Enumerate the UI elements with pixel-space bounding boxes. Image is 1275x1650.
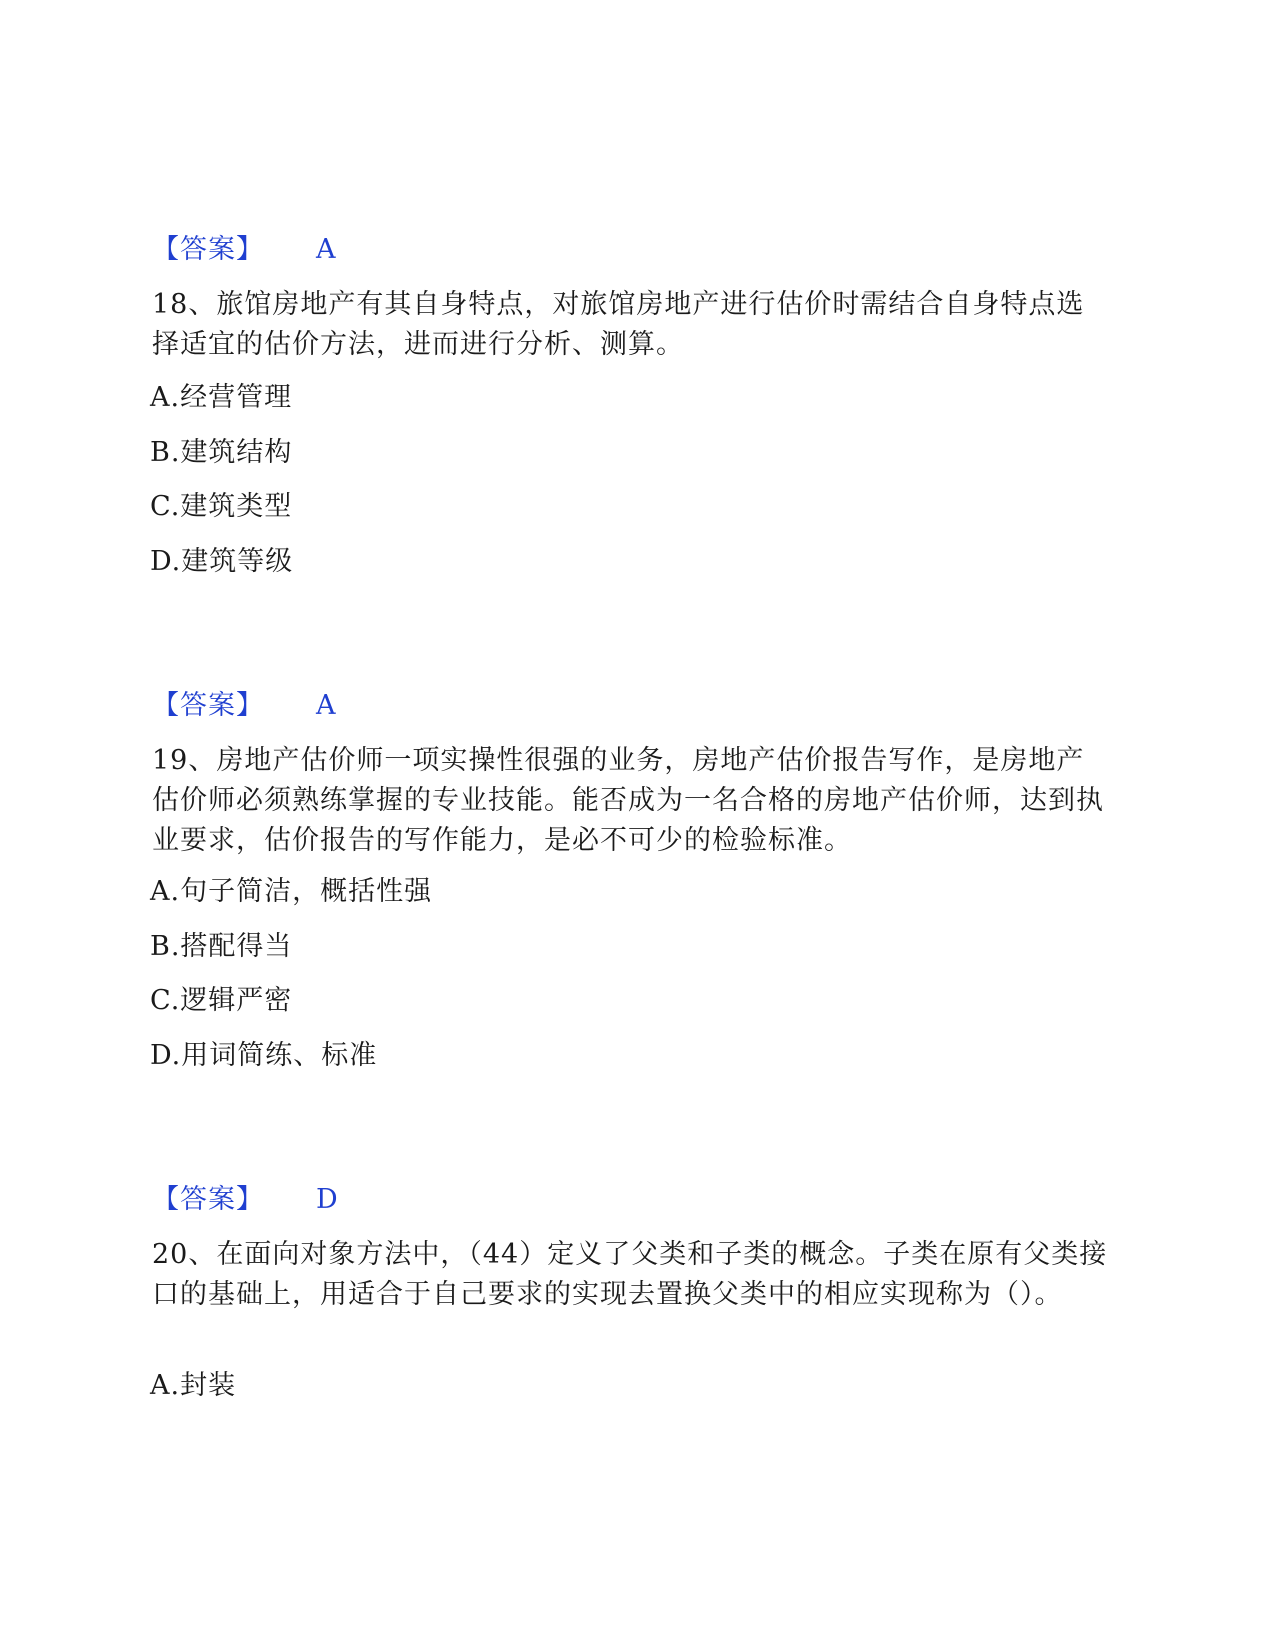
question-18-option-a: A.经营管理 (150, 382, 293, 413)
answer-value: A (316, 690, 336, 721)
answer-line-19 (152, 1182, 338, 1218)
answer-label: 【答案】 (152, 690, 264, 721)
question-19-option-d: D.用词简练、标准 (150, 1040, 378, 1071)
question-18-text: 18、旅馆房地产有其自身特点，对旅馆房地产进行估价时需结合自身特点选择适宜的估价方法，进而进行分析、测算。 (152, 289, 1085, 360)
answer-line-18 (152, 688, 336, 724)
question-18-option-b: B.建筑结构 (150, 437, 293, 468)
question-19-option-b: B.搭配得当 (150, 931, 293, 962)
question-19-option-a: A.句子简洁，概括性强 (150, 876, 433, 907)
answer-label: 【答案】 (152, 234, 264, 265)
answer-label: 【答案】 (152, 1184, 264, 1215)
question-18-option-c: C.建筑类型 (150, 491, 293, 522)
question-20-text: 20、在面向对象方法中，（44）定义了父类和子类的概念。子类在原有父类接口的基础上，用适合于自己要求的实现去置换父类中的相应实现称为（）。 (152, 1239, 1108, 1310)
answer-value: D (316, 1184, 338, 1215)
question-19-option-c: C.逻辑严密 (150, 985, 293, 1016)
question-18-option-d: D.建筑等级 (150, 546, 294, 577)
answer-value: A (316, 234, 336, 265)
question-20-option-a: A.封装 (150, 1370, 237, 1401)
question-19-text: 19、房地产估价师一项实操性很强的业务，房地产估价报告写作，是房地产估价师必须熟练掌握的专业技能。能否成为一名合格的房地产估价师，达到执业要求，估价报告的写作能力，是必不可少的检验标准。 (152, 745, 1104, 856)
answer-line-17 (152, 232, 336, 268)
